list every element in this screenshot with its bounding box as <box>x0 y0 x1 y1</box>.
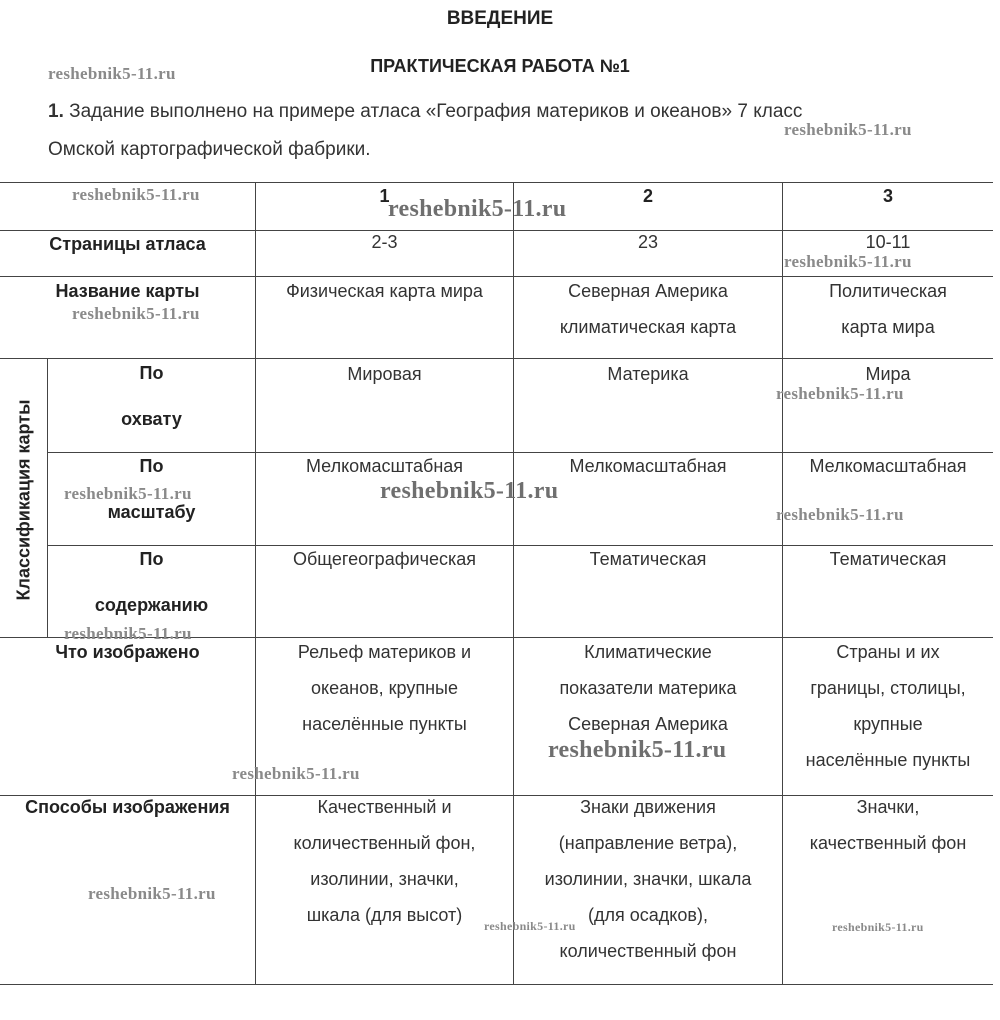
cell-line: изолинии, значки, шкала <box>544 869 752 889</box>
subheading: ПРАКТИЧЕСКАЯ РАБОТА №1 <box>370 56 630 76</box>
cell-line: Рельеф материков и <box>297 642 472 662</box>
row-label-coverage <box>48 350 255 442</box>
cell-line: Климатические <box>584 642 712 662</box>
row-label-pages: Страницы атласа <box>49 234 206 254</box>
cell-line: Политическая <box>829 281 947 301</box>
methods-value-3 <box>783 789 993 861</box>
intro-line-2: Омской картографической фабрики. <box>48 139 371 160</box>
scale-value-3: Мелкомасштабная <box>809 456 967 476</box>
intro-number: 1. <box>48 101 64 122</box>
watermark: reshebnik5-11.ru <box>72 185 200 204</box>
content-value-1: Общегеографическая <box>293 549 476 569</box>
watermark: reshebnik5-11.ru <box>784 120 912 139</box>
cell-line: количественный фон <box>559 941 737 961</box>
watermark: reshebnik5-11.ru <box>88 884 216 903</box>
label-line: По <box>139 549 164 569</box>
cell-line: Северная Америка <box>568 281 728 301</box>
scale-value-2: Мелкомасштабная <box>569 456 727 476</box>
methods-value-1 <box>256 789 513 933</box>
label-line: По <box>139 363 164 383</box>
watermark: reshebnik5-11.ru <box>776 505 904 524</box>
cell-line: океанов, крупные <box>311 678 458 698</box>
watermark: reshebnik5-11.ru <box>484 919 576 933</box>
map-name-2 <box>514 273 782 345</box>
cell-line: Знаки движения <box>580 797 716 817</box>
scale-value-1: Мелкомасштабная <box>305 456 464 476</box>
cell-line: населённые пункты <box>805 750 971 770</box>
label-line: содержанию <box>94 595 209 615</box>
cell-line: шкала (для высот) <box>306 905 463 925</box>
watermark: reshebnik5-11.ru <box>832 920 924 934</box>
watermark: reshebnik5-11.ru <box>64 624 192 643</box>
cell-line: (для осадков), <box>588 905 708 925</box>
watermark: reshebnik5-11.ru <box>64 484 192 503</box>
heading: ВВЕДЕНИЕ <box>446 8 554 29</box>
pages-value-2: 23 <box>637 232 659 252</box>
intro-line-1 <box>48 101 802 123</box>
depicted-value-2 <box>514 634 782 742</box>
cell-line: крупные <box>853 714 923 734</box>
row-label-methods: Способы изображения <box>25 797 230 817</box>
map-name-1 <box>256 273 513 309</box>
depicted-value-3 <box>783 634 993 778</box>
row-label-content <box>48 536 255 628</box>
watermark: reshebnik5-11.ru <box>784 252 912 271</box>
grid-line <box>0 984 993 985</box>
cell-line: населённые пункты <box>302 714 467 734</box>
col-header-2: 2 <box>642 186 653 206</box>
cell-line: (направление ветра), <box>558 833 738 853</box>
watermark: reshebnik5-11.ru <box>776 384 904 403</box>
content-value-2: Тематическая <box>589 549 707 569</box>
label-line: охвату <box>121 409 182 429</box>
cell-line: показатели материка <box>559 678 737 698</box>
col-header-1: 1 <box>379 186 390 206</box>
coverage-value-1: Мировая <box>347 364 422 384</box>
row-label-map-name: Название карты <box>55 281 200 301</box>
cell-line: Качественный и <box>317 797 452 817</box>
map-name-3 <box>783 273 993 345</box>
pages-value-3: 10-11 <box>865 232 911 252</box>
methods-value-2 <box>514 789 782 969</box>
cell-line: изолинии, значки, <box>310 869 459 889</box>
coverage-value-3: Мира <box>865 364 911 384</box>
depicted-value-1 <box>256 634 513 742</box>
label-line: По <box>139 456 164 476</box>
watermark: reshebnik5-11.ru <box>72 304 200 323</box>
cell-line: границы, столицы, <box>810 678 966 698</box>
coverage-value-2: Материка <box>607 364 689 384</box>
cell-line: качественный фон <box>809 833 967 853</box>
watermark: reshebnik5-11.ru <box>388 196 567 222</box>
cell-line: климатическая карта <box>559 317 737 337</box>
cell-line: карта мира <box>841 317 935 337</box>
row-label-depicted: Что изображено <box>55 642 200 662</box>
col-header-3: 3 <box>882 186 893 206</box>
watermark: reshebnik5-11.ru <box>380 478 559 504</box>
cell-line: количественный фон, <box>293 833 476 853</box>
cell-line: Страны и их <box>836 642 940 662</box>
content-value-3: Тематическая <box>829 549 947 569</box>
watermark: reshebnik5-11.ru <box>48 64 176 83</box>
cell-line: Значки, <box>856 797 920 817</box>
pages-value-1: 2-3 <box>371 232 398 252</box>
intro-text: Задание выполнено на примере атласа «География материков и океанов» 7 класс <box>63 101 803 122</box>
cell-line: Северная Америка <box>568 714 728 734</box>
cell-line: Физическая карта мира <box>286 281 483 301</box>
classification-label: Классификация карты <box>13 399 34 601</box>
watermark: reshebnik5-11.ru <box>232 764 360 783</box>
label-line: масштабу <box>107 502 196 522</box>
watermark: reshebnik5-11.ru <box>548 737 727 763</box>
